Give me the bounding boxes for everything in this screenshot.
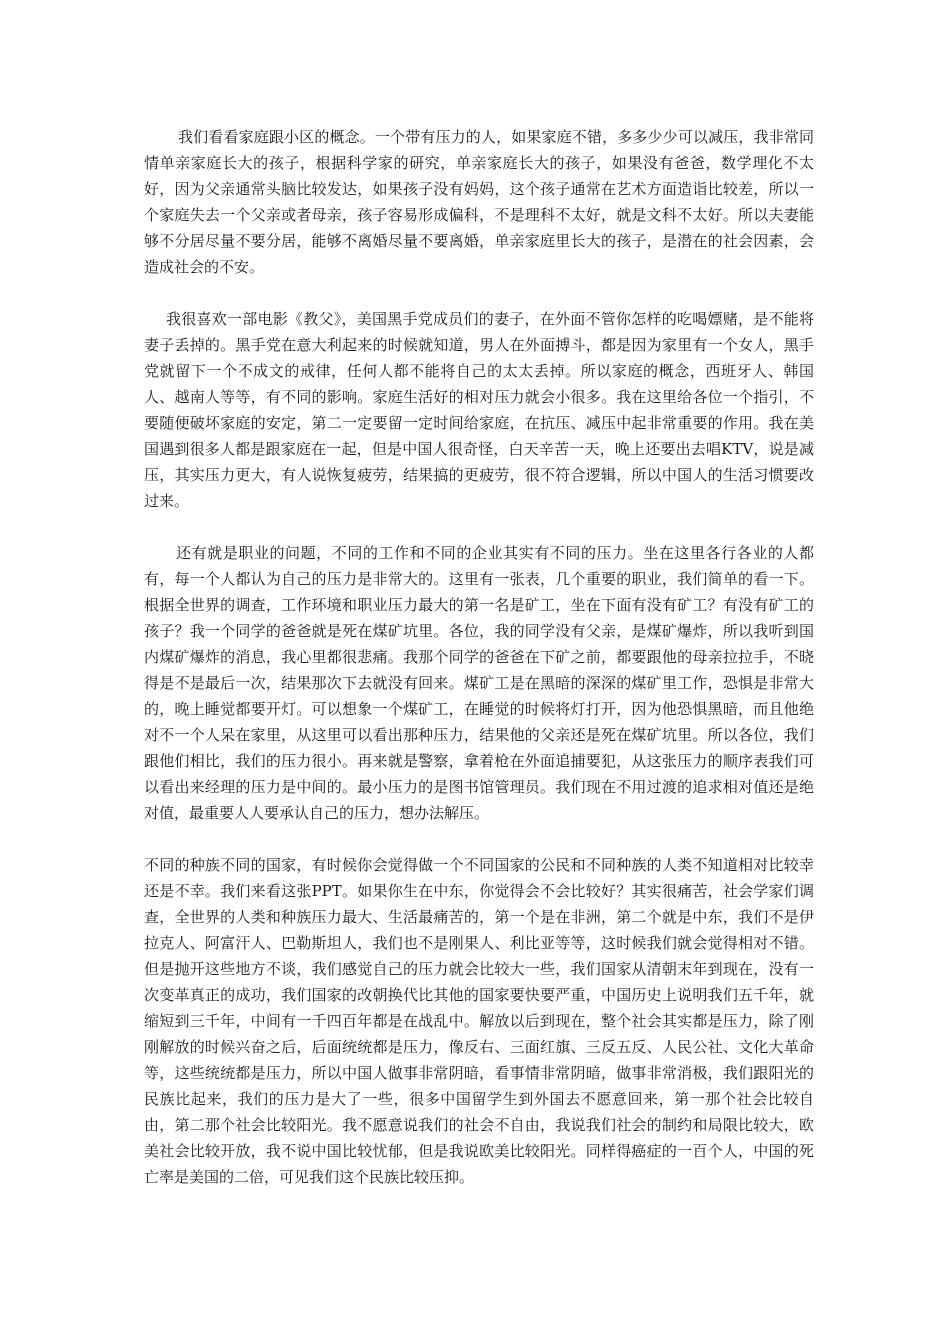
document-body	[144, 124, 814, 1190]
paragraph-occupation-stress: 还有就是职业的问题，不同的工作和不同的企业其实有不同的压力。坐在这里各行各业的人都有，每一个人都认为自己的压力是非常大的。这里有一张表，几个重要的职业，我们简单的看一下。根据全世界的调查，工作环境和职业压力最大的第一名是矿工，坐在下面有没有矿工？有没有矿工的孩子？我一个同学的爸爸就是死在煤矿坑里。各位，我的同学没有父亲，是煤矿爆炸，所以我听到国内煤矿爆炸的消息，我心里都很悲痛。我那个同学的爸爸在下矿之前，都要跟他的母亲拉拉手，不晓得是不是最后一次，结果那次下去就没有回来。煤矿工是在黑暗的深深的煤矿里工作，恐惧是非常大的，晚上睡觉都要开灯。可以想象一个煤矿工，在睡觉的时候将灯打开，因为他恐惧黑暗，而且他绝对不一个人呆在家里，从这里可以看出那种压力，结果他的父亲还是死在煤矿坑里。所以各位，我们跟他们相比，我们的压力很小。再来就是警察，拿着枪在外面追捕要犯，从这张压力的顺序表我们可以看出来经理的压力是中间的。最小压力的是图书馆管理员。我们现在不用过渡的追求相对值还是绝对值，最重要人人要承认自己的压力，想办法解压。	[144, 544, 814, 822]
paragraph-race-country-stress: 不同的种族不同的国家，有时候你会觉得做一个不同国家的公民和不同种族的人类不知道相对比较幸还是不幸。我们来看这张PPT。如果你生在中东，你觉得会不会比较好？其实很痛苦，社会学家们调查，全世界的人类和种族压力最大、生活最痛苦的，第一个是在非洲，第二个就是中东，我们不是伊拉克人、阿富汗人、巴勒斯坦人，我们也不是刚果人、利比亚等等，这时候我们就会觉得相对不错。但是抛开这些地方不谈，我们感觉自己的压力就会比较大一些，我们国家从清朝末年到现在，没有一次变革真正的成功，我们国家的改朝换代比其他的国家要快要严重，中国历史上说明我们五千年，就缩短到三千年，中间有一千四百年都是在战乱中。解放以后到现在，整个社会其实都是压力，除了刚刚解放的时候兴奋之后，后面统统都是压力，像反右、三面红旗、三反五反、人民公社、文化大革命等，这些统统都是压力，所以中国人做事非常阴暗，看事情非常阴暗，做事非常消极，我们跟阳光的民族比起来，我们的压力是大了一些，很多中国留学生到外国去不愿意回来，第一那个社会比较自由，第二那个社会比较阳光。我不愿意说我们的社会不自由，我说我们社会的制约和局限比较大，欧美社会比较开放，我不说中国比较忧郁，但是我说欧美比较阳光。同样得癌症的一百个人，中国的死亡率是美国的二倍，可见我们这个民族比较压抑。	[144, 856, 814, 1186]
paragraph-family-community: 我们看看家庭跟小区的概念。一个带有压力的人，如果家庭不错，多多少少可以减压，我非常同情单亲家庭长大的孩子，根据科学家的研究，单亲家庭长大的孩子，如果没有爸爸，数学理化不太好，因为父亲通常头脑比较发达，如果孩子没有妈妈，这个孩子通常在艺术方面造诣比较差，所以一个家庭失去一个父亲或者母亲，孩子容易形成偏科，不是理科不太好，就是文科不太好。所以夫妻能够不分居尽量不要分居，能够不离婚尽量不要离婚，单亲家庭里长大的孩子，是潜在的社会因素，会造成社会的不安。	[144, 128, 814, 276]
paragraph-godfather-family: 我很喜欢一部电影《教父》，美国黑手党成员们的妻子，在外面不管你怎样的吃喝嫖赌，是不能将妻子丢掉的。黑手党在意大利起来的时候就知道，男人在外面搏斗，都是因为家里有一个女人，黑手党就留下一个不成文的戒律，任何人都不能将自己的太太丢掉。所以家庭的概念，西班牙人、韩国人、越南人等等，有不同的影响。家庭生活好的相对压力就会小很多。我在这里给各位一个指引，不要随便破坏家庭的安定，第二一定要留一定时间给家庭，在抗压、减压中起非常重要的作用。我在美国遇到很多人都是跟家庭在一起，但是中国人很奇怪，白天辛苦一天，晚上还要出去唱KTV，说是减压，其实压力更大，有人说恢复疲劳，结果搞的更疲劳，很不符合逻辑，所以中国人的生活习惯要改过来。	[144, 310, 814, 510]
